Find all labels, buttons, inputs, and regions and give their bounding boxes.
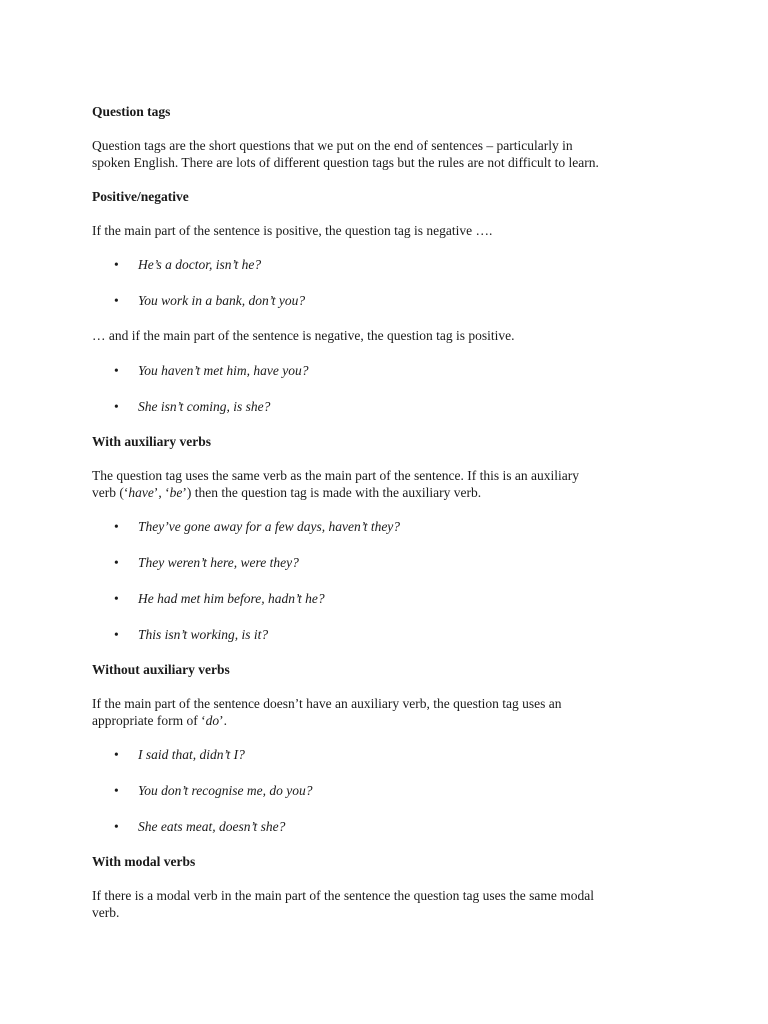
bullet-icon: • bbox=[114, 783, 119, 798]
emphasis-do: do bbox=[205, 713, 220, 728]
auxiliary-paragraph-line-2 bbox=[92, 484, 481, 501]
example-sentence: You haven’t met him, have you? bbox=[138, 363, 309, 378]
heading-without-auxiliary-verbs: Without auxiliary verbs bbox=[92, 662, 230, 677]
bullet-icon: • bbox=[114, 627, 119, 642]
heading-with-modal-verbs: With modal verbs bbox=[92, 854, 196, 869]
intro-paragraph-line-1: Question tags are the short questions that we put on the end of sentences – particularly in bbox=[92, 138, 573, 153]
example-sentence: I said that, didn’t I? bbox=[138, 747, 245, 762]
bullet-icon: • bbox=[114, 819, 119, 834]
emphasis-have: have bbox=[128, 485, 154, 500]
modal-paragraph-line-1: If there is a modal verb in the main part of the sentence the question tag uses the same modal bbox=[92, 888, 594, 903]
heading-positive-negative: Positive/negative bbox=[92, 189, 189, 204]
without-auxiliary-paragraph-line-2 bbox=[92, 712, 227, 729]
positive-rule-paragraph: If the main part of the sentence is positive, the question tag is negative …. bbox=[92, 223, 493, 238]
example-sentence: She isn’t coming, is she? bbox=[138, 399, 271, 414]
text-fragment: verb (‘ bbox=[92, 485, 129, 500]
without-auxiliary-paragraph-line-1: If the main part of the sentence doesn’t have an auxiliary verb, the question tag uses an bbox=[92, 696, 562, 711]
bullet-icon: • bbox=[114, 747, 119, 762]
example-sentence: She eats meat, doesn’t she? bbox=[138, 819, 286, 834]
example-sentence: This isn’t working, is it? bbox=[138, 627, 269, 642]
bullet-icon: • bbox=[114, 591, 119, 606]
text-fragment: ’) then the question tag is made with the auxiliary verb. bbox=[182, 485, 482, 500]
bullet-icon: • bbox=[114, 257, 119, 272]
negative-rule-paragraph: … and if the main part of the sentence is negative, the question tag is positive. bbox=[92, 328, 515, 343]
text-fragment: ’. bbox=[219, 713, 227, 728]
emphasis-be: be bbox=[169, 485, 183, 500]
text-fragment: ’, ‘ bbox=[153, 485, 170, 500]
example-sentence: You don’t recognise me, do you? bbox=[138, 783, 313, 798]
bullet-icon: • bbox=[114, 399, 119, 414]
heading-with-auxiliary-verbs: With auxiliary verbs bbox=[92, 434, 212, 449]
heading-question-tags: Question tags bbox=[92, 104, 171, 119]
bullet-icon: • bbox=[114, 519, 119, 534]
bullet-icon: • bbox=[114, 363, 119, 378]
example-sentence: They’ve gone away for a few days, haven’t they? bbox=[138, 519, 401, 534]
bullet-icon: • bbox=[114, 555, 119, 570]
example-sentence: He’s a doctor, isn’t he? bbox=[138, 257, 262, 272]
modal-paragraph-line-2: verb. bbox=[92, 905, 120, 920]
example-sentence: They weren’t here, were they? bbox=[138, 555, 299, 570]
bullet-icon: • bbox=[114, 293, 119, 308]
example-sentence: You work in a bank, don’t you? bbox=[138, 293, 306, 308]
text-fragment: appropriate form of ‘ bbox=[92, 713, 206, 728]
intro-paragraph-line-2: spoken English. There are lots of different question tags but the rules are not difficult to learn. bbox=[92, 155, 599, 170]
auxiliary-paragraph-line-1: The question tag uses the same verb as the main part of the sentence. If this is an auxiliary bbox=[92, 468, 579, 483]
example-sentence: He had met him before, hadn’t he? bbox=[138, 591, 325, 606]
